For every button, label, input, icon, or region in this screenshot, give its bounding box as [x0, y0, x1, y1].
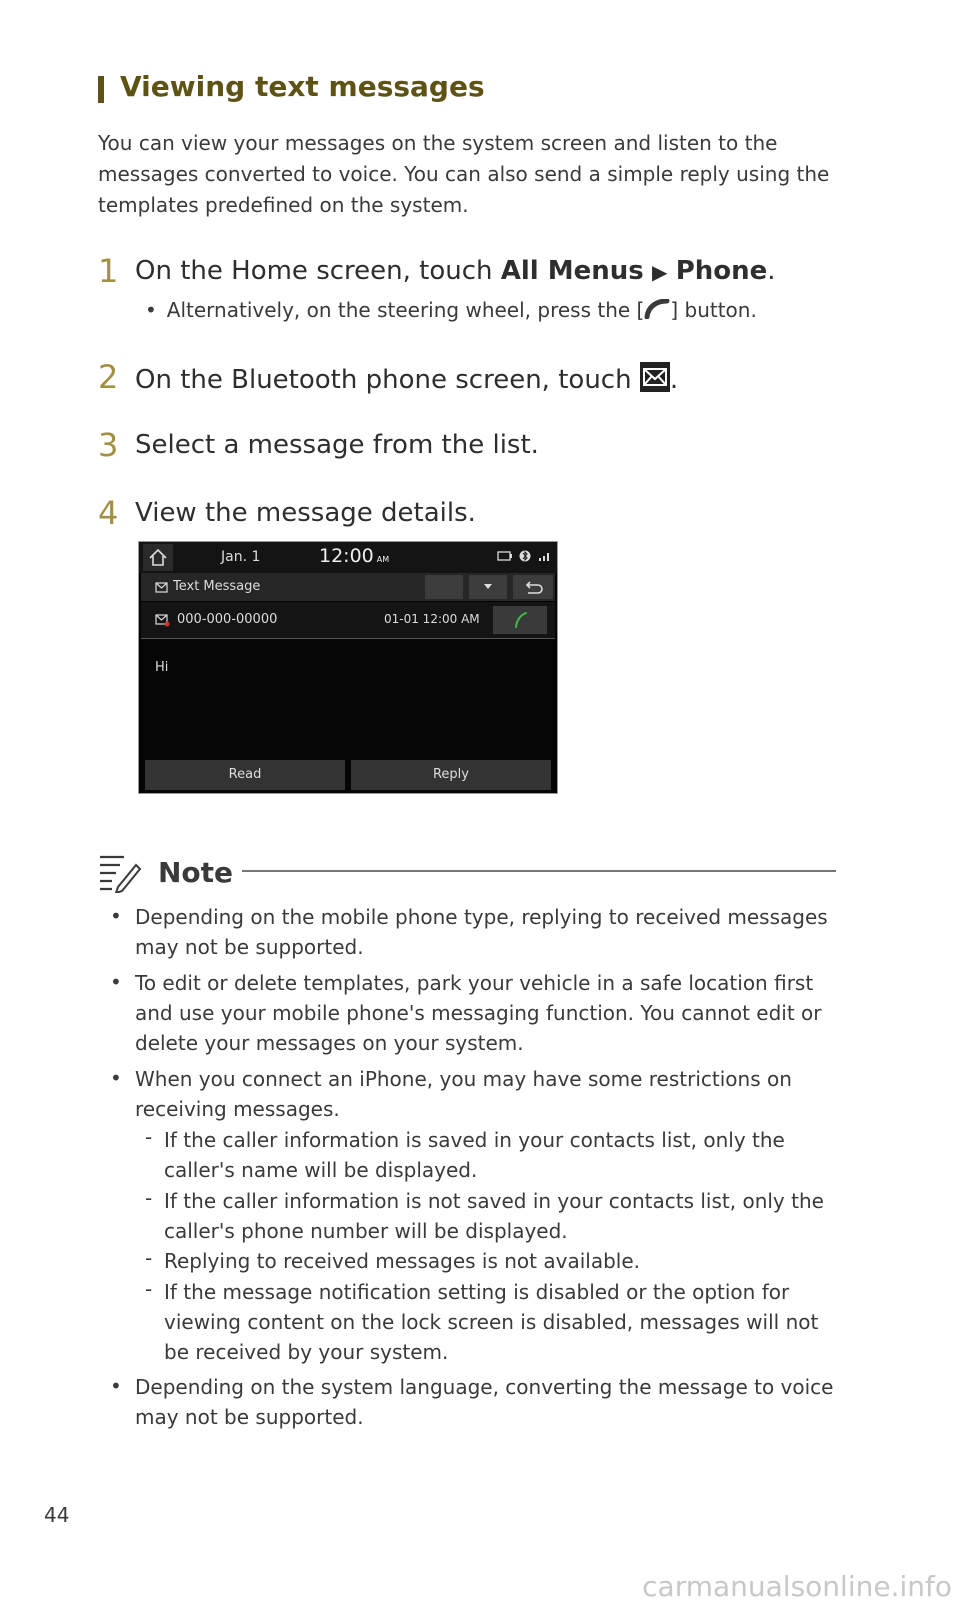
note-bullet: • [110, 904, 122, 928]
step-2-period: . [669, 365, 679, 395]
more-button[interactable] [469, 575, 507, 599]
phone-call-icon [644, 299, 670, 324]
note-item-1: Depending on the mobile phone type, replying to received messages may not be supported. [135, 905, 828, 959]
note-dash: - [145, 1125, 153, 1149]
note-dash: - [145, 1277, 153, 1301]
note-subitem-2: If the caller information is not saved in your contacts list, only the caller's phone number will be displayed. [164, 1189, 824, 1243]
note-dash: - [145, 1186, 153, 1210]
note-item-2: To edit or delete templates, park your vehicle in a safe location first and use your mobile phone's messaging function. You cannot edit or delete your messages on your system. [135, 971, 822, 1055]
step-1-text [135, 256, 776, 286]
step-2-text [135, 362, 678, 399]
step-number-1: 1 [98, 252, 119, 290]
bullet: • [145, 298, 157, 322]
back-icon [513, 575, 553, 599]
back-button[interactable] [513, 575, 553, 599]
screen-title: Text Message [173, 579, 261, 594]
step-1-subnote [145, 298, 757, 324]
chevron-down-icon [469, 575, 507, 599]
status-date: Jan. 1 [221, 549, 261, 565]
step-number-4: 4 [98, 494, 119, 532]
delete-button[interactable] [425, 575, 463, 599]
intro-paragraph: You can view your messages on the system screen and listen to the messages converted to voice. You can also send a simple reply using the templates predefined on the system. [98, 131, 830, 217]
status-time [319, 545, 389, 567]
heading-bar [98, 76, 104, 103]
message-timestamp: 01-01 12:00 AM [384, 612, 480, 626]
step-number-2: 2 [98, 358, 119, 396]
arrow-icon: ▶ [652, 260, 668, 284]
note-bullet: • [110, 970, 122, 994]
sub-prefix: Alternatively, on the steering wheel, press the [ [166, 298, 645, 322]
read-button[interactable]: Read [145, 760, 345, 790]
note-bullet: • [110, 1066, 122, 1090]
step-3-text: Select a message from the list. [135, 430, 539, 460]
note-dash: - [145, 1246, 153, 1270]
message-body: Hi [155, 660, 169, 675]
reply-button[interactable]: Reply [351, 760, 551, 790]
note-item-4: Depending on the system language, converting the message to voice may not be supported. [135, 1375, 834, 1429]
note-subitem-1: If the caller information is saved in your contacts list, only the caller's name will be displayed. [164, 1128, 785, 1182]
step-number-3: 3 [98, 426, 119, 464]
step-2-label: On the Bluetooth phone screen, touch [135, 365, 632, 395]
message-envelope-icon [640, 362, 670, 399]
note-subitem-3: Replying to received messages is not available. [164, 1249, 640, 1273]
message-icon [155, 582, 168, 594]
message-detail-screenshot [138, 541, 558, 794]
step-1-period: . [767, 256, 776, 286]
note-title: Note [158, 856, 234, 889]
time-value: 12:00 [319, 545, 374, 567]
watermark: carmanualsonline.info [642, 1570, 952, 1603]
note-divider [242, 870, 836, 872]
sender-number: 000-000-00000 [177, 612, 278, 627]
unread-message-icon [155, 614, 170, 627]
home-icon [143, 544, 173, 571]
all-menus-label: All Menus [500, 256, 644, 286]
note-item-3: When you connect an iPhone, you may have some restrictions on receiving messages. [135, 1067, 792, 1121]
step-4-text: View the message details. [135, 498, 476, 528]
phone-icon [493, 606, 547, 634]
bluetooth-icon [517, 550, 533, 562]
section-heading: Viewing text messages [120, 70, 485, 103]
page-number: 44 [44, 1503, 70, 1527]
call-button[interactable] [493, 606, 547, 634]
phone-label: Phone [675, 256, 768, 286]
battery-icon [497, 550, 513, 562]
step-1-prefix: On the Home screen, touch [135, 256, 501, 286]
signal-icon [537, 550, 553, 562]
note-bullet: • [110, 1374, 122, 1398]
note-subitem-4: If the message notification setting is disabled or the option for viewing content on the lock screen is disabled, messages will not be received by your system. [164, 1280, 819, 1364]
time-ampm: AM [376, 555, 390, 564]
sub-suffix: ] button. [670, 298, 757, 322]
note-icon [98, 853, 142, 893]
home-button[interactable] [143, 544, 173, 571]
